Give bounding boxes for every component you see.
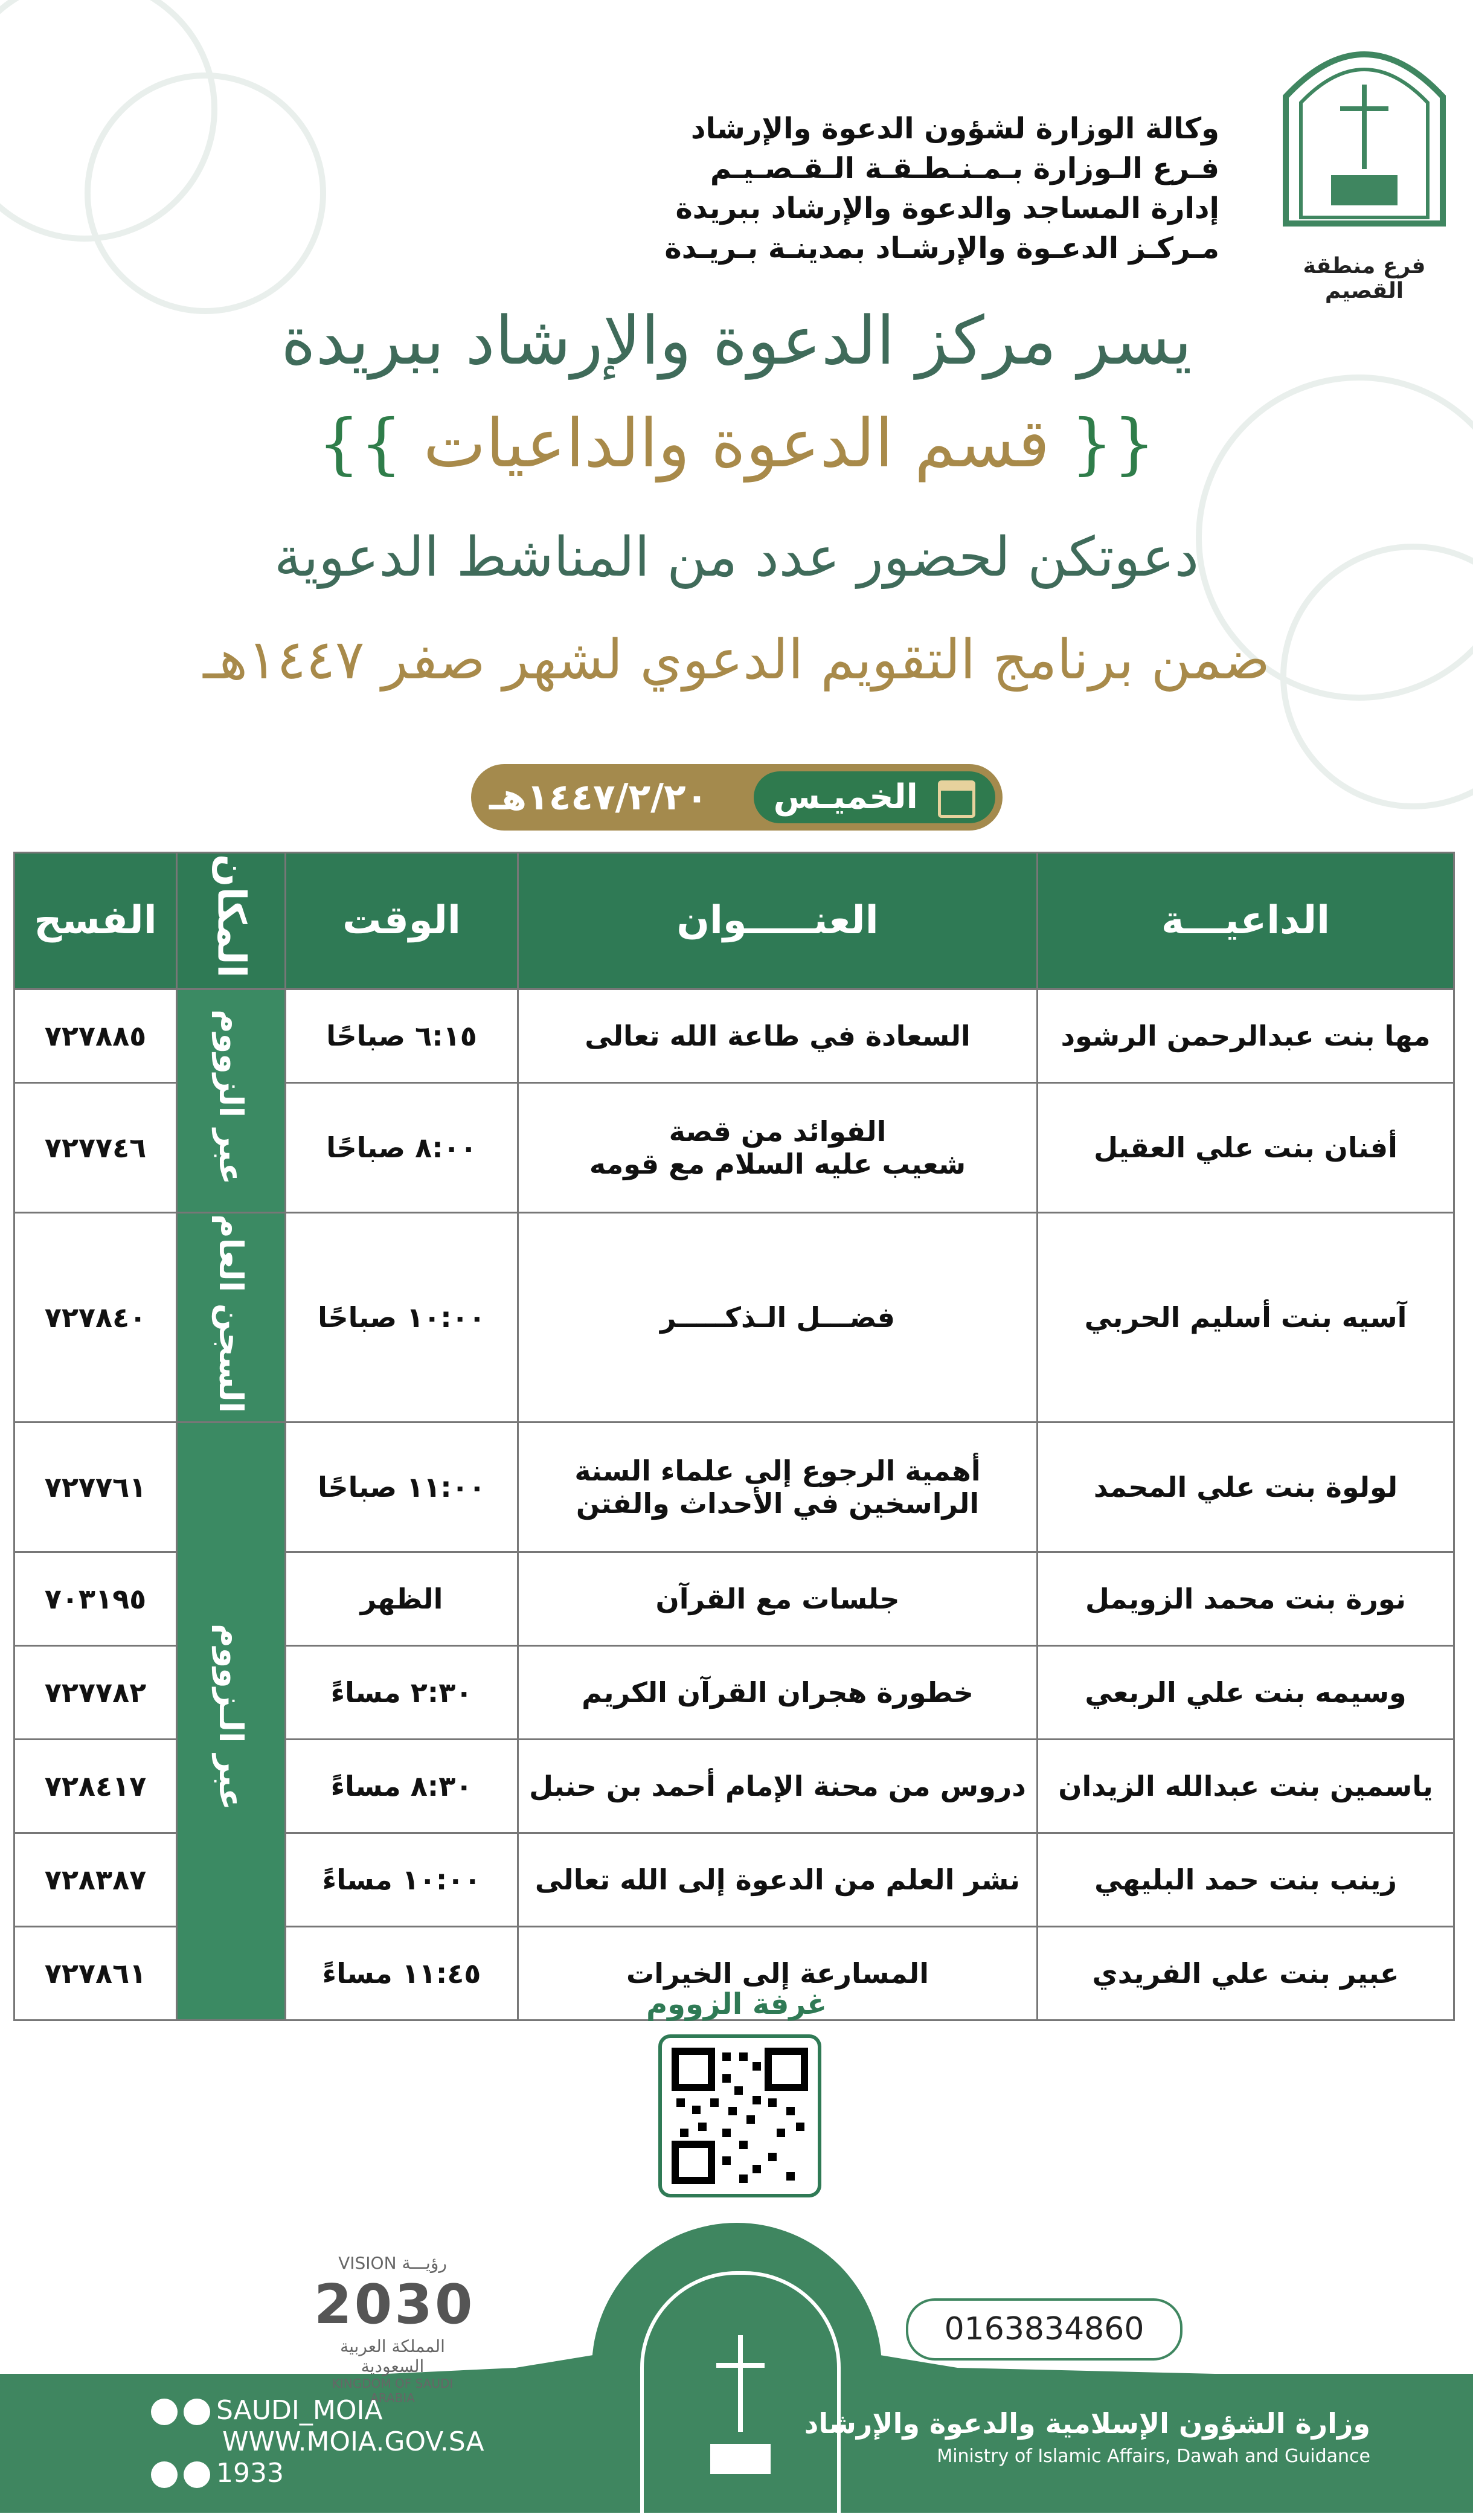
- cell-title: خطورة هجران القرآن الكريم: [518, 1645, 1038, 1739]
- cell-speaker: نورة بنت محمد الزويمل: [1038, 1552, 1454, 1645]
- cell-title: نشر العلم من الدعوة إلى الله تعالى: [518, 1833, 1038, 1926]
- cell-room: ٧٢٧٨٦١: [14, 1926, 177, 2020]
- cell-time: الظهر: [286, 1552, 518, 1645]
- ministry-emblem-icon: [644, 2275, 837, 2516]
- cell-speaker: آسيه بنت أسليم الحربي: [1038, 1212, 1454, 1422]
- table-row: [14, 1212, 1454, 1422]
- zoom-room-label: غرفة الزووم: [646, 1987, 827, 2021]
- cell-time: ١١:٠٠ صباحًا: [286, 1422, 518, 1552]
- twitter-icon: [151, 2399, 178, 2425]
- calendar-icon: [938, 780, 975, 818]
- ministry-name: وزارة الشؤون الإسلامية والدعوة والإرشاد Ministry of Islamic Affairs, Dawah and Guidance: [804, 2407, 1370, 2467]
- cell-time: ٨:٠٠ صباحًا: [286, 1082, 518, 1212]
- title-line-4: ضمن برنامج التقويم الدعوي لشهر صفر ١٤٤٧هـ: [203, 628, 1270, 692]
- cell-room: ٧٢٨٤١٧: [14, 1739, 177, 1833]
- bracket-close: }}: [317, 405, 402, 482]
- table-header-row: [14, 853, 1454, 989]
- cell-time: ١٠:٠٠ مساءً: [286, 1833, 518, 1926]
- cell-time: ١٠:٠٠ صباحًا: [286, 1212, 518, 1422]
- website-link[interactable]: WWW.MOIA.GOV.SA: [222, 2426, 484, 2457]
- schedule-table: [13, 852, 1455, 2021]
- instagram-icon: [184, 2399, 210, 2425]
- facebook-icon: [151, 2461, 178, 2488]
- cell-title: دروس من محنة الإمام أحمد بن حنبل: [518, 1739, 1038, 1833]
- header-line: مـركـز الدعـوة والإرشـاد بمدينـة بـريـدة: [664, 231, 1219, 265]
- logo-caption: فرع منطقة القصيم: [1303, 254, 1426, 303]
- cell-room: ٧٢٧٧٤٦: [14, 1082, 177, 1212]
- cell-room: ٧٢٧٧٨٢: [14, 1645, 177, 1739]
- cell-room: ٧٢٨٣٨٧: [14, 1833, 177, 1926]
- cell-speaker: مها بنت عبدالرحمن الرشود: [1038, 989, 1454, 1082]
- cell-room: ٧٢٧٨٤٠: [14, 1212, 177, 1422]
- header-line: وكالة الوزارة لشؤون الدعوة والإرشاد: [690, 112, 1219, 146]
- cell-room: ٧٢٧٧٦١: [14, 1422, 177, 1552]
- header-line: فـرع الـوزارة بـمـنـطـقـة الـقـصـيـم: [710, 152, 1219, 185]
- cell-place: السجن العام: [177, 1212, 286, 1422]
- cell-room: ٧٠٣١٩٥: [14, 1552, 177, 1645]
- cell-speaker: زينب بنت حمد البليهي: [1038, 1833, 1454, 1926]
- phone-number[interactable]: 0163834860: [906, 2298, 1183, 2361]
- social-links: [151, 2395, 484, 2489]
- date-value: ١٤٤٧/٢/٢٠هـ: [489, 776, 708, 818]
- cell-title: جلسات مع القرآن: [518, 1552, 1038, 1645]
- cell-title: أهمية الرجوع إلى علماء السنة الراسخين في الأحداث والفتن: [518, 1422, 1038, 1552]
- cell-time: ٨:٣٠ مساءً: [286, 1739, 518, 1833]
- cell-place: عبر الـزووم: [177, 1422, 286, 2020]
- title-line-1: يسر مركز الدعوة والإرشاد ببريدة: [281, 302, 1192, 379]
- cell-room: ٧٢٧٨٨٥: [14, 989, 177, 1082]
- date-day: الخميـس: [773, 777, 918, 817]
- header-org-lines: [664, 109, 1219, 268]
- cell-place: عبر الزووم: [177, 989, 286, 1212]
- cell-title: فضـــل الـذكـــــر: [518, 1212, 1038, 1422]
- cell-time: ١١:٤٥ مساءً: [286, 1926, 518, 2020]
- header-line: إدارة المساجد والدعوة والإرشاد ببريدة: [675, 191, 1219, 225]
- header-time: الوقت: [286, 853, 518, 989]
- ministry-logo: [1274, 18, 1455, 303]
- phone-icon: [184, 2461, 210, 2488]
- header-title: العنـــــوان: [518, 853, 1038, 989]
- cell-speaker: ياسمين بنت عبدالله الزيدان: [1038, 1739, 1454, 1833]
- qr-icon: [662, 2038, 818, 2194]
- date-pill: [471, 764, 1003, 831]
- cell-time: ٦:١٥ صباحًا: [286, 989, 518, 1082]
- social-handle-row[interactable]: SAUDI_MOIA: [151, 2395, 484, 2426]
- cell-speaker: وسيمه بنت علي الربعي: [1038, 1645, 1454, 1739]
- header-speaker: الداعيـــة: [1038, 853, 1454, 989]
- header-room: الفسح: [14, 853, 177, 989]
- cell-speaker: أفنان بنت علي العقيل: [1038, 1082, 1454, 1212]
- date-day-badge: [754, 771, 995, 823]
- department-title: قسم الدعوة والداعيات: [423, 405, 1050, 482]
- cell-speaker: لولوة بنت علي المحمد: [1038, 1422, 1454, 1552]
- social-number-row[interactable]: 1933: [151, 2458, 484, 2489]
- title-line-3: دعوتكن لحضور عدد من المناشط الدعوية: [274, 526, 1199, 589]
- cell-title: الفوائد من قصة شعيب عليه السلام مع قومه: [518, 1082, 1038, 1212]
- vision-2030-logo: VISION رؤيـــة 2030 المملكة العربية السعودية KINGDOM OF SAUDI ARABIA: [314, 2253, 475, 2405]
- cell-speaker: عبير بنت علي الفريدي: [1038, 1926, 1454, 2020]
- title-line-2: [0, 405, 1473, 482]
- table-row: [14, 1422, 1454, 1552]
- table-row: [14, 989, 1454, 1082]
- header-place: المكان: [177, 853, 286, 989]
- footer-arch-emblem: [640, 2271, 841, 2520]
- cell-time: ٢:٣٠ مساءً: [286, 1645, 518, 1739]
- zoom-qr-code[interactable]: [658, 2034, 821, 2197]
- cell-title: السعادة في طاعة الله تعالى: [518, 989, 1038, 1082]
- bracket-open: {{: [1071, 405, 1156, 482]
- decor-ring: [85, 72, 326, 314]
- cell-title: المسارعة إلى الخيرات: [518, 1926, 1038, 2020]
